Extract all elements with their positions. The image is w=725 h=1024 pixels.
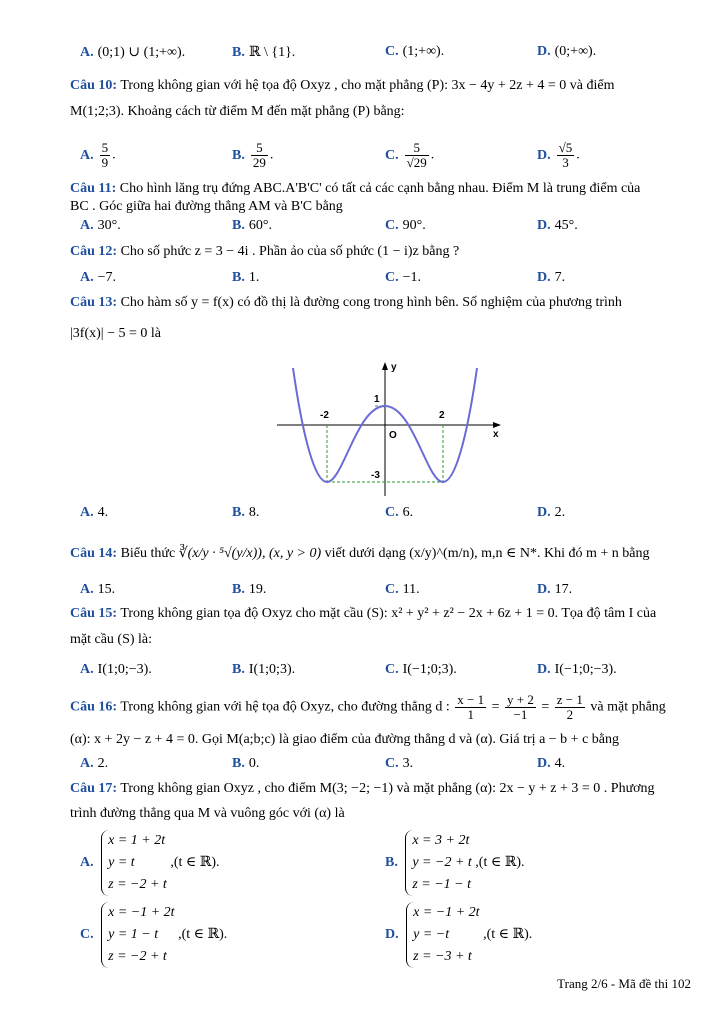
q17-option-b: B. x = 3 + 2t y = −2 + t z = −1 − t ,(t ∈ ℝ).: [385, 830, 525, 896]
q10-option-d: D. $\frac{√5}{3}$ .: [537, 140, 580, 170]
q12-option-d: D. 7.: [537, 270, 566, 285]
q13-option-d: D. 2.: [537, 505, 566, 520]
q16-line2: (α): x + 2y − z + 4 = 0. Gọi M(a;b;c) là giao điểm của đường thẳng d và (α). Giá trị a − b + c bằng: [70, 732, 620, 747]
q14-option-d: D. 17.: [537, 582, 573, 597]
q10-options: [0, 135, 725, 175]
q16-option-d: D. 4.: [537, 756, 566, 771]
q11-line1: Câu 11: Cho hình lăng trụ đứng ABC.A'B'C' có tất cả các cạnh bằng nhau. Điểm M là trung điểm của: [70, 181, 641, 196]
axis-label-x: x: [493, 429, 499, 440]
q17-line1: Câu 17: Trong không gian Oxyz , cho điểm M(3; −2; −1) và mặt phẳng (α): 2x − y + z + 3 = 0 . Phương: [70, 781, 655, 796]
q13-options: [0, 505, 725, 527]
q11-option-c: C. 90°.: [385, 218, 426, 233]
q15-option-c: C. I(−1;0;3).: [385, 662, 457, 677]
q15-option-d: D. I(−1;0;−3).: [537, 662, 617, 677]
q13-option-c: C. 6.: [385, 505, 414, 520]
q10-line1: Câu 10: Trong không gian với hệ tọa độ Oxyz , cho mặt phẳng (P): 3x − 4y + 2z + 4 = 0 và điểm: [70, 78, 615, 93]
q12-option-c: C. −1.: [385, 270, 422, 285]
q9-option-a: A. (0;1) ∪ (1;+∞).: [80, 45, 186, 60]
q12-option-b: B. 1.: [232, 270, 260, 285]
q10-option-b: B. $\frac{5}{29}$ .: [232, 140, 274, 170]
q14-line1: Câu 14: Biểu thức ∛(x/y · ⁵√(y/x)), (x, y > 0) viết dưới dạng (x/y)^(m/n), m,n ∈ N*. Khi đó m + n bằng: [70, 546, 650, 561]
q16-option-b: B. 0.: [232, 756, 260, 771]
q9-options: [0, 44, 725, 66]
axis-label-y: y: [391, 362, 397, 373]
q9-option-d: D. (0;+∞).: [537, 44, 597, 59]
tick-label-neg3: -3: [371, 470, 380, 481]
q17-option-c: C. x = −1 + 2t y = 1 − t z = −2 + t ,(t ∈ ℝ).: [80, 902, 227, 968]
q11-options: [0, 218, 725, 240]
q15-line1: Câu 15: Trong không gian tọa độ Oxyz cho mặt cầu (S): x² + y² + z² − 2x + 6z + 1 = 0. Tọa độ tâm I của: [70, 606, 657, 621]
q12-option-a: A. −7.: [80, 270, 117, 285]
q17-line2: trình đường thẳng qua M và vuông góc với (α) là: [70, 806, 345, 821]
q14-option-b: B. 19.: [232, 582, 267, 597]
x-axis-arrow-icon: [493, 422, 501, 428]
q15-line2: mặt cầu (S) là:: [70, 632, 153, 647]
q14-option-c: C. 11.: [385, 582, 420, 597]
y-axis-arrow-icon: [382, 362, 388, 370]
q13-option-b: B. 8.: [232, 505, 260, 520]
q16-option-c: C. 3.: [385, 756, 414, 771]
q9-option-b: B. ℝ \ {1}.: [232, 45, 296, 60]
q15-option-b: B. I(1;0;3).: [232, 662, 296, 677]
tick-label-2: 2: [439, 410, 445, 421]
q11-line2: BC . Góc giữa hai đường thẳng AM và B'C bằng: [70, 199, 343, 214]
q12-options: [0, 270, 725, 292]
origin-label: O: [389, 430, 397, 441]
q11-option-b: B. 60°.: [232, 218, 272, 233]
q11-option-a: A. 30°.: [80, 218, 121, 233]
q16-option-a: A. 2.: [80, 756, 109, 771]
page-footer: Trang 2/6 - Mã đề thi 102: [557, 976, 691, 991]
q13-line2: |3f(x)| − 5 = 0 là: [70, 326, 161, 341]
q16-line1: Câu 16: Trong không gian với hệ tọa độ Oxyz, cho đường thẳng d : $\frac{x - 1}{1}$ = $\frac{y + 2}{-1}$ = $\frac{z - 1}{2}$ và mặt phẳng: [70, 692, 666, 722]
q11-option-d: D. 45°.: [537, 218, 578, 233]
q14-option-a: A. 15.: [80, 582, 116, 597]
q17-option-a: A. x = 1 + 2t y = t z = −2 + t ,(t ∈ ℝ).: [80, 830, 220, 896]
q17-option-d: D. x = −1 + 2t y = −t z = −3 + t ,(t ∈ ℝ).: [385, 902, 532, 968]
q10-line2: M(1;2;3). Khoảng cách từ điểm M đến mặt phẳng (P) bằng:: [70, 104, 405, 119]
q15-options: [0, 662, 725, 684]
q9-option-c: C. (1;+∞).: [385, 44, 445, 59]
q16-options: [0, 756, 725, 778]
q12-line1: Câu 12: Cho số phức z = 3 − 4i . Phần ảo của số phức (1 − i)z bằng ?: [70, 244, 460, 259]
q15-option-a: A. I(1;0;−3).: [80, 662, 152, 677]
q13-function-graph: [275, 358, 505, 498]
tick-label-neg2: -2: [320, 410, 329, 421]
tick-label-1: 1: [374, 394, 380, 405]
q13-line1: Câu 13: Cho hàm số y = f(x) có đồ thị là đường cong trong hình bên. Số nghiệm của phương trình: [70, 295, 622, 310]
q10-option-c: C. $\frac{5}{√29}$ .: [385, 140, 435, 170]
q13-option-a: A. 4.: [80, 505, 109, 520]
q14-options: [0, 582, 725, 604]
q10-option-a: A. $\frac{5}{9}$ .: [80, 140, 116, 170]
